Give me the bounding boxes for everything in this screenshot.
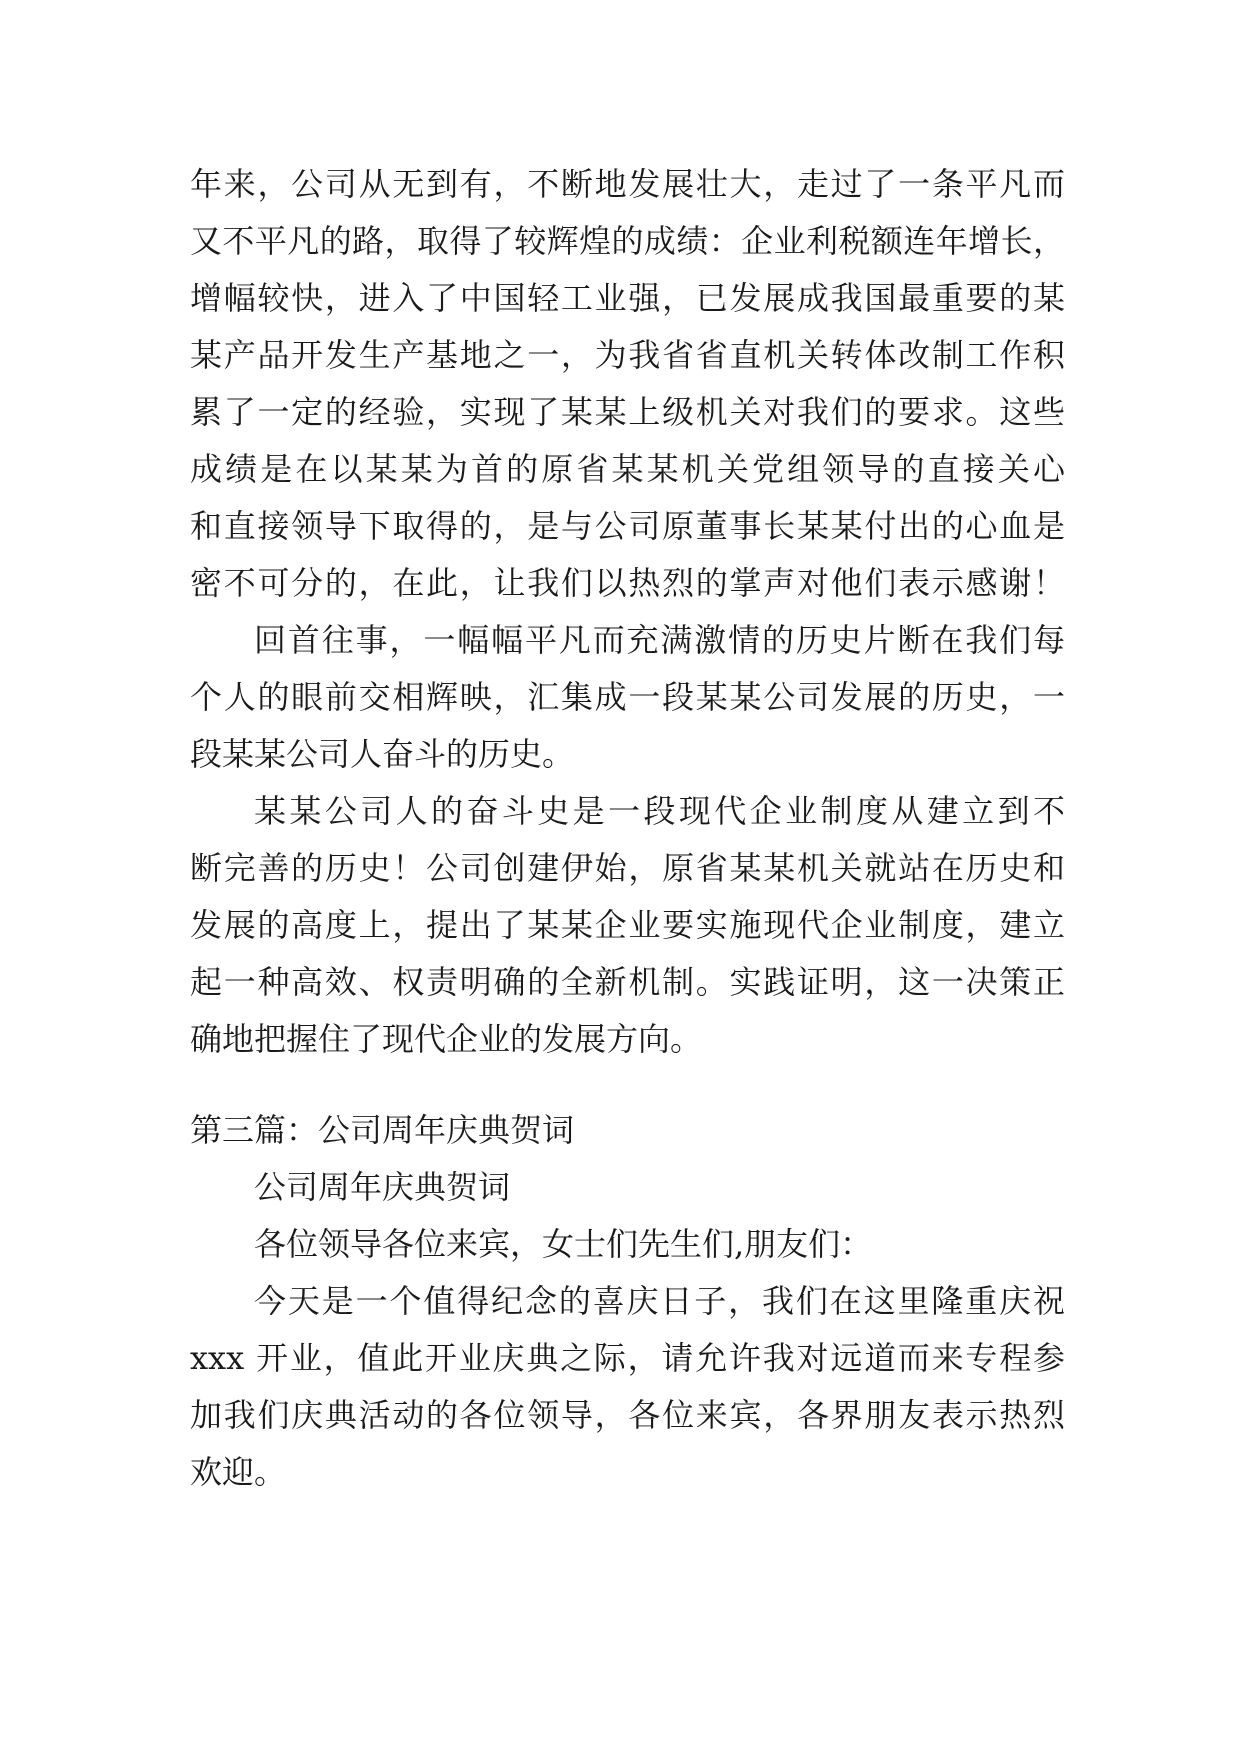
paragraph-line: 起一种高效、权责明确的全新机制。实践证明，这一决策正 (190, 963, 1065, 1001)
salutation: 各位领导各位来宾，女士们先生们,朋友们： (254, 1225, 873, 1263)
paragraph-line: 成绩是在以某某为首的原省某某机关党组领导的直接关心 (190, 450, 1065, 488)
section-title: 公司周年庆典贺词 (254, 1168, 511, 1206)
paragraph-line: 和直接领导下取得的，是与公司原董事长某某付出的心血是 (190, 507, 1065, 545)
paragraph-line: 某某公司人的奋斗史是一段现代企业制度从建立到不 (254, 792, 1065, 830)
paragraph-line: 累了一定的经验，实现了某某上级机关对我们的要求。这些 (190, 393, 1065, 431)
paragraph-line: xxx 开业，值此开业庆典之际，请允许我对远道而来专程参 (190, 1339, 1065, 1377)
paragraph-line: 确地把握住了现代企业的发展方向。 (190, 1020, 703, 1058)
paragraph-line: 增幅较快，进入了中国轻工业强，已发展成我国最重要的某 (190, 279, 1065, 317)
paragraph-line: 年来，公司从无到有，不断地发展壮大，走过了一条平凡而 (190, 165, 1065, 203)
paragraph-line: 欢迎。 (190, 1453, 287, 1491)
paragraph-line: 发展的高度上，提出了某某企业要实施现代企业制度，建立 (190, 906, 1065, 944)
paragraph-line: 某产品开发生产基地之一，为我省省直机关转体改制工作积 (190, 336, 1065, 374)
section-heading: 第三篇：公司周年庆典贺词 (190, 1111, 575, 1149)
paragraph-line: 断完善的历史！公司创建伊始，原省某某机关就站在历史和 (190, 849, 1065, 887)
paragraph-line: 加我们庆典活动的各位领导，各位来宾，各界朋友表示热烈 (190, 1396, 1065, 1434)
paragraph-line: 回首往事，一幅幅平凡而充满激情的历史片断在我们每 (254, 621, 1065, 659)
paragraph-line: 又不平凡的路，取得了较辉煌的成绩：企业利税额连年增长， (190, 222, 1065, 260)
paragraph-line: 密不可分的，在此，让我们以热烈的掌声对他们表示感谢！ (190, 564, 1065, 602)
paragraph-line: 今天是一个值得纪念的喜庆日子，我们在这里隆重庆祝 (254, 1282, 1065, 1320)
paragraph-line: 个人的眼前交相辉映，汇集成一段某某公司发展的历史，一 (190, 678, 1065, 716)
paragraph-line: 段某某公司人奋斗的历史。 (190, 735, 575, 773)
